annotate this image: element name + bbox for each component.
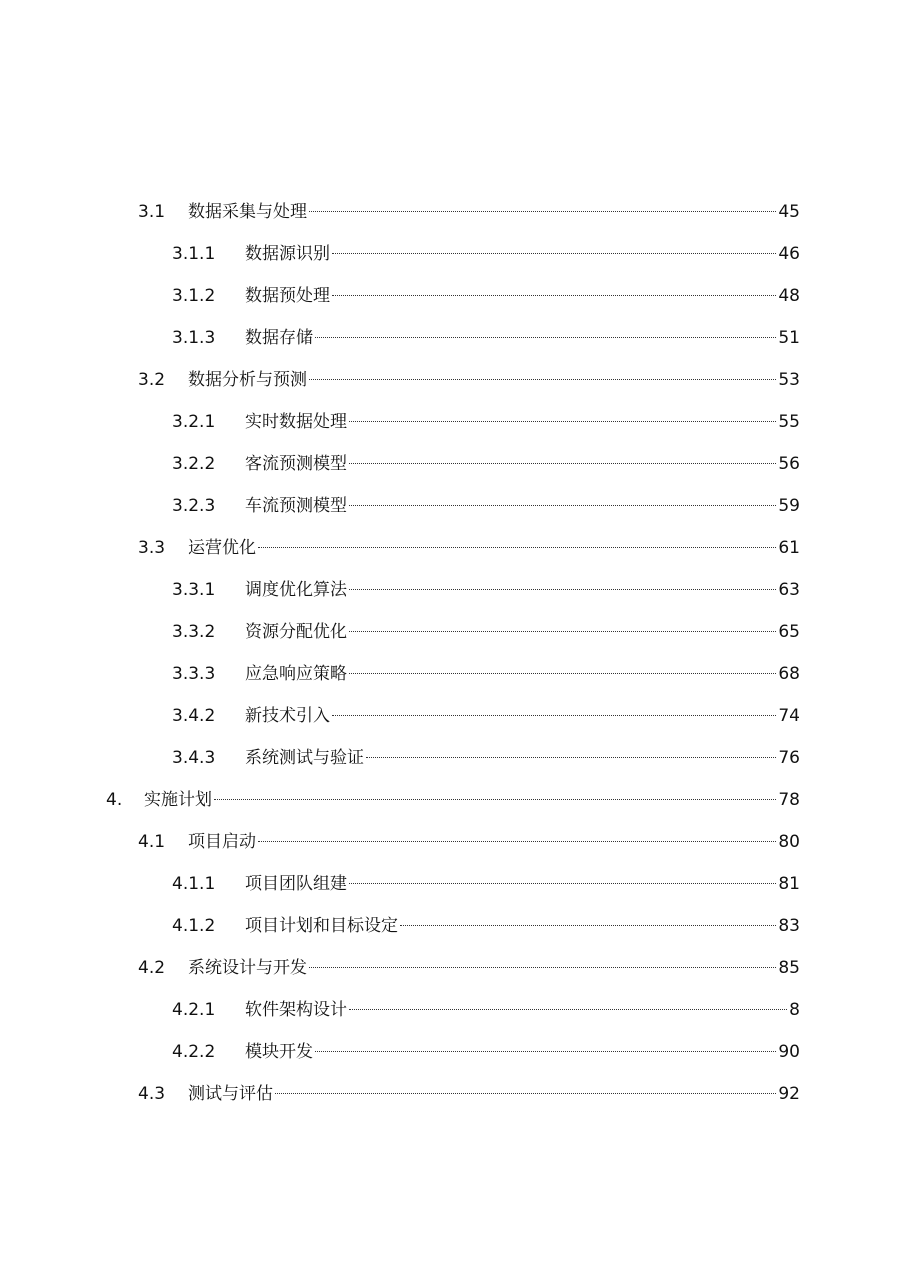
toc-section-number: 3.3 (138, 538, 166, 558)
toc-dot-leader (349, 883, 776, 884)
toc-page-number: 85 (778, 958, 800, 978)
toc-section-number: 4.1 (138, 832, 166, 852)
toc-section-number: 4. (106, 790, 123, 810)
toc-section-number: 3.2.2 (172, 454, 216, 474)
toc-dot-leader (366, 757, 776, 758)
toc-dot-leader (332, 253, 776, 254)
toc-entry[interactable] (172, 282, 800, 310)
toc-dot-leader (349, 631, 776, 632)
toc-section-number: 3.1.3 (172, 328, 216, 348)
toc-page-number: 80 (778, 832, 800, 852)
toc-entry[interactable] (172, 744, 800, 772)
toc-dot-leader (332, 715, 776, 716)
toc-page-number: 68 (778, 664, 800, 684)
toc-entry[interactable] (138, 1080, 800, 1108)
toc-section-number: 3.4.3 (172, 748, 216, 768)
toc-dot-leader (258, 841, 776, 842)
toc-page-number: 74 (778, 706, 800, 726)
toc-section-title: 软件架构设计 (245, 1000, 347, 1020)
toc-entry[interactable] (138, 198, 800, 226)
toc-entry[interactable] (172, 870, 800, 898)
toc-page-number: 55 (778, 412, 800, 432)
toc-page-number: 92 (778, 1084, 800, 1104)
toc-section-number: 4.2.2 (172, 1042, 216, 1062)
toc-page-number: 51 (778, 328, 800, 348)
toc-entry[interactable] (138, 366, 800, 394)
toc-entry[interactable] (172, 996, 800, 1024)
toc-section-number: 4.1.1 (172, 874, 216, 894)
toc-section-number: 4.2.1 (172, 1000, 216, 1020)
toc-entry[interactable] (106, 786, 800, 814)
toc-section-number: 4.1.2 (172, 916, 216, 936)
toc-entry[interactable] (172, 660, 800, 688)
toc-section-number: 3.3.2 (172, 622, 216, 642)
toc-entry[interactable] (172, 576, 800, 604)
toc-section-title: 运营优化 (188, 538, 256, 558)
toc-page-number: 46 (778, 244, 800, 264)
toc-dot-leader (214, 799, 776, 800)
toc-dot-leader (400, 925, 776, 926)
toc-dot-leader (315, 1051, 776, 1052)
toc-section-number: 3.1 (138, 202, 166, 222)
toc-section-title: 实时数据处理 (245, 412, 347, 432)
toc-dot-leader (349, 673, 776, 674)
toc-section-title: 数据分析与预测 (188, 370, 307, 390)
toc-dot-leader (309, 211, 776, 212)
toc-entry[interactable] (172, 618, 800, 646)
toc-section-number: 3.1.1 (172, 244, 216, 264)
toc-section-number: 3.2.3 (172, 496, 216, 516)
toc-page-number: 48 (778, 286, 800, 306)
toc-entry[interactable] (138, 534, 800, 562)
toc-section-title: 项目计划和目标设定 (245, 916, 398, 936)
toc-section-title: 项目团队组建 (245, 874, 347, 894)
toc-section-title: 资源分配优化 (245, 622, 347, 642)
toc-page-number: 63 (778, 580, 800, 600)
toc-section-title: 系统设计与开发 (188, 958, 307, 978)
toc-entry[interactable] (172, 240, 800, 268)
toc-entry[interactable] (138, 828, 800, 856)
toc-dot-leader (349, 421, 776, 422)
toc-page-number: 61 (778, 538, 800, 558)
toc-dot-leader (349, 463, 776, 464)
toc-section-title: 数据源识别 (245, 244, 330, 264)
toc-section-number: 4.3 (138, 1084, 166, 1104)
toc-section-number: 3.3.3 (172, 664, 216, 684)
toc-entry[interactable] (172, 1038, 800, 1066)
toc-page-number: 45 (778, 202, 800, 222)
toc-entry[interactable] (172, 702, 800, 730)
toc-page-number: 65 (778, 622, 800, 642)
toc-section-title: 项目启动 (188, 832, 256, 852)
toc-dot-leader (349, 589, 776, 590)
toc-section-number: 3.2 (138, 370, 166, 390)
toc-dot-leader (258, 547, 776, 548)
toc-page-number: 90 (778, 1042, 800, 1062)
toc-entry[interactable] (172, 450, 800, 478)
toc-section-number: 3.3.1 (172, 580, 216, 600)
toc-page-number: 83 (778, 916, 800, 936)
toc-section-title: 测试与评估 (188, 1084, 273, 1104)
toc-section-title: 数据预处理 (245, 286, 330, 306)
toc-entry[interactable] (172, 912, 800, 940)
toc-section-number: 4.2 (138, 958, 166, 978)
toc-section-title: 应急响应策略 (245, 664, 347, 684)
toc-dot-leader (332, 295, 776, 296)
toc-dot-leader (315, 337, 776, 338)
toc-page-number: 8 (789, 1000, 800, 1020)
toc-dot-leader (309, 379, 776, 380)
toc-section-title: 系统测试与验证 (245, 748, 364, 768)
toc-page-number: 59 (778, 496, 800, 516)
toc-section-number: 3.2.1 (172, 412, 216, 432)
toc-page-number: 56 (778, 454, 800, 474)
toc-page-number: 76 (778, 748, 800, 768)
toc-section-title: 实施计划 (144, 790, 212, 810)
toc-entry[interactable] (172, 324, 800, 352)
toc-dot-leader (349, 1009, 787, 1010)
toc-entry[interactable] (172, 408, 800, 436)
toc-entry[interactable] (172, 492, 800, 520)
toc-section-title: 客流预测模型 (245, 454, 347, 474)
toc-dot-leader (275, 1093, 776, 1094)
toc-section-title: 调度优化算法 (245, 580, 347, 600)
toc-dot-leader (309, 967, 776, 968)
toc-section-number: 3.1.2 (172, 286, 216, 306)
toc-entry[interactable] (138, 954, 800, 982)
toc-section-title: 模块开发 (245, 1042, 313, 1062)
toc-page-number: 53 (778, 370, 800, 390)
toc-section-title: 新技术引入 (245, 706, 330, 726)
toc-section-title: 车流预测模型 (245, 496, 347, 516)
toc-section-number: 3.4.2 (172, 706, 216, 726)
toc-page-number: 81 (778, 874, 800, 894)
toc-section-title: 数据存储 (245, 328, 313, 348)
toc-dot-leader (349, 505, 776, 506)
toc-section-title: 数据采集与处理 (188, 202, 307, 222)
toc-page-number: 78 (778, 790, 800, 810)
